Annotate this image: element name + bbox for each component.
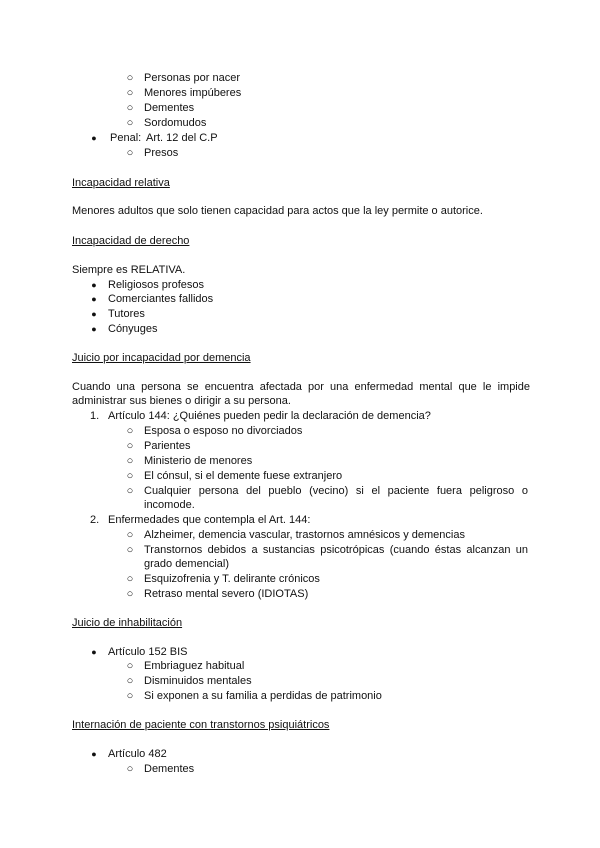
circle-bullet: ○ <box>126 529 134 541</box>
circle-bullet: ○ <box>126 763 134 775</box>
circle-bullet: ○ <box>126 544 134 556</box>
section-heading: Juicio de inhabilitación <box>72 617 183 629</box>
list-item: Embriaguez habitual <box>144 660 245 672</box>
section-heading: Juicio por incapacidad por demencia <box>72 352 251 364</box>
list-item: Tutores <box>108 308 145 320</box>
paragraph: Siempre es RELATIVA. <box>72 264 186 276</box>
circle-bullet: ○ <box>126 588 134 600</box>
circle-bullet: ○ <box>126 455 134 467</box>
list-item: Alzheimer, demencia vascular, trastornos amnésicos y demencias <box>144 529 465 541</box>
list-item: Parientes <box>144 440 191 452</box>
list-item: Ministerio de menores <box>144 455 253 467</box>
bullet: ● <box>91 647 97 657</box>
section-heading: Internación de paciente con transtornos psiquiátricos <box>72 719 330 731</box>
list-item: El cónsul, si el demente fuese extranjero <box>144 470 343 482</box>
circle-bullet: ○ <box>126 470 134 482</box>
bullet: ● <box>91 309 97 319</box>
section-heading: Incapacidad de derecho <box>72 235 190 247</box>
list-item: Esposa o esposo no divorciados <box>144 425 303 437</box>
section-heading: Incapacidad relativa <box>72 177 170 189</box>
list-item: Retraso mental severo (IDIOTAS) <box>144 588 309 600</box>
paragraph: Cuando una persona se encuentra afectada por una enfermedad mental que le impide administrar sus bienes o dirigir a su persona. <box>72 381 530 407</box>
list-item: Artículo 152 BIS <box>108 646 188 658</box>
circle-bullet: ○ <box>126 440 134 452</box>
circle-bullet: ○ <box>126 147 134 159</box>
bullet: ● <box>91 749 97 759</box>
circle-bullet: ○ <box>126 425 134 437</box>
list-item: Dementes <box>144 102 195 114</box>
list-item: Comerciantes fallidos <box>108 293 214 305</box>
list-item-penal-label: Penal: <box>110 132 142 144</box>
list-item: Artículo 482 <box>108 748 167 760</box>
bullet: ● <box>91 133 97 143</box>
bullet: ● <box>91 324 97 334</box>
list-item: Esquizofrenia y T. delirante crónicos <box>144 573 320 585</box>
list-item: Cualquier persona del pueblo (vecino) si el paciente fuera peligroso o incomode. <box>144 485 528 511</box>
list-item: Religiosos profesos <box>108 279 204 291</box>
bullet: ● <box>91 280 97 290</box>
list-item: Dementes <box>144 763 195 775</box>
list-item: Si exponen a su familia a perdidas de patrimonio <box>144 690 382 702</box>
list-item-penal-text: Art. 12 del C.P <box>146 132 218 144</box>
circle-bullet: ○ <box>126 675 134 687</box>
circle-bullet: ○ <box>126 573 134 585</box>
bullet: ● <box>91 294 97 304</box>
circle-bullet: ○ <box>126 87 134 99</box>
circle-bullet: ○ <box>126 117 134 129</box>
circle-bullet: ○ <box>126 660 134 672</box>
list-number: 1. <box>90 410 100 422</box>
circle-bullet: ○ <box>126 72 134 84</box>
list-item: Disminuidos mentales <box>144 675 252 687</box>
paragraph: Menores adultos que solo tienen capacidad para actos que la ley permite o autorice. <box>72 205 483 217</box>
list-item: Presos <box>144 147 179 159</box>
list-item: Cónyuges <box>108 323 158 335</box>
list-item: Sordomudos <box>144 117 207 129</box>
list-item: Personas por nacer <box>144 72 240 84</box>
circle-bullet: ○ <box>126 485 134 497</box>
list-item: Artículo 144: ¿Quiénes pueden pedir la declaración de demencia? <box>108 410 431 422</box>
circle-bullet: ○ <box>126 690 134 702</box>
list-item: Transtornos debidos a sustancias psicotrópicas (cuando éstas alcanzan un grado demencial) <box>144 544 528 570</box>
list-item: Enfermedades que contempla el Art. 144: <box>108 514 311 526</box>
list-item: Menores impúberes <box>144 87 242 99</box>
list-number: 2. <box>90 514 100 526</box>
circle-bullet: ○ <box>126 102 134 114</box>
